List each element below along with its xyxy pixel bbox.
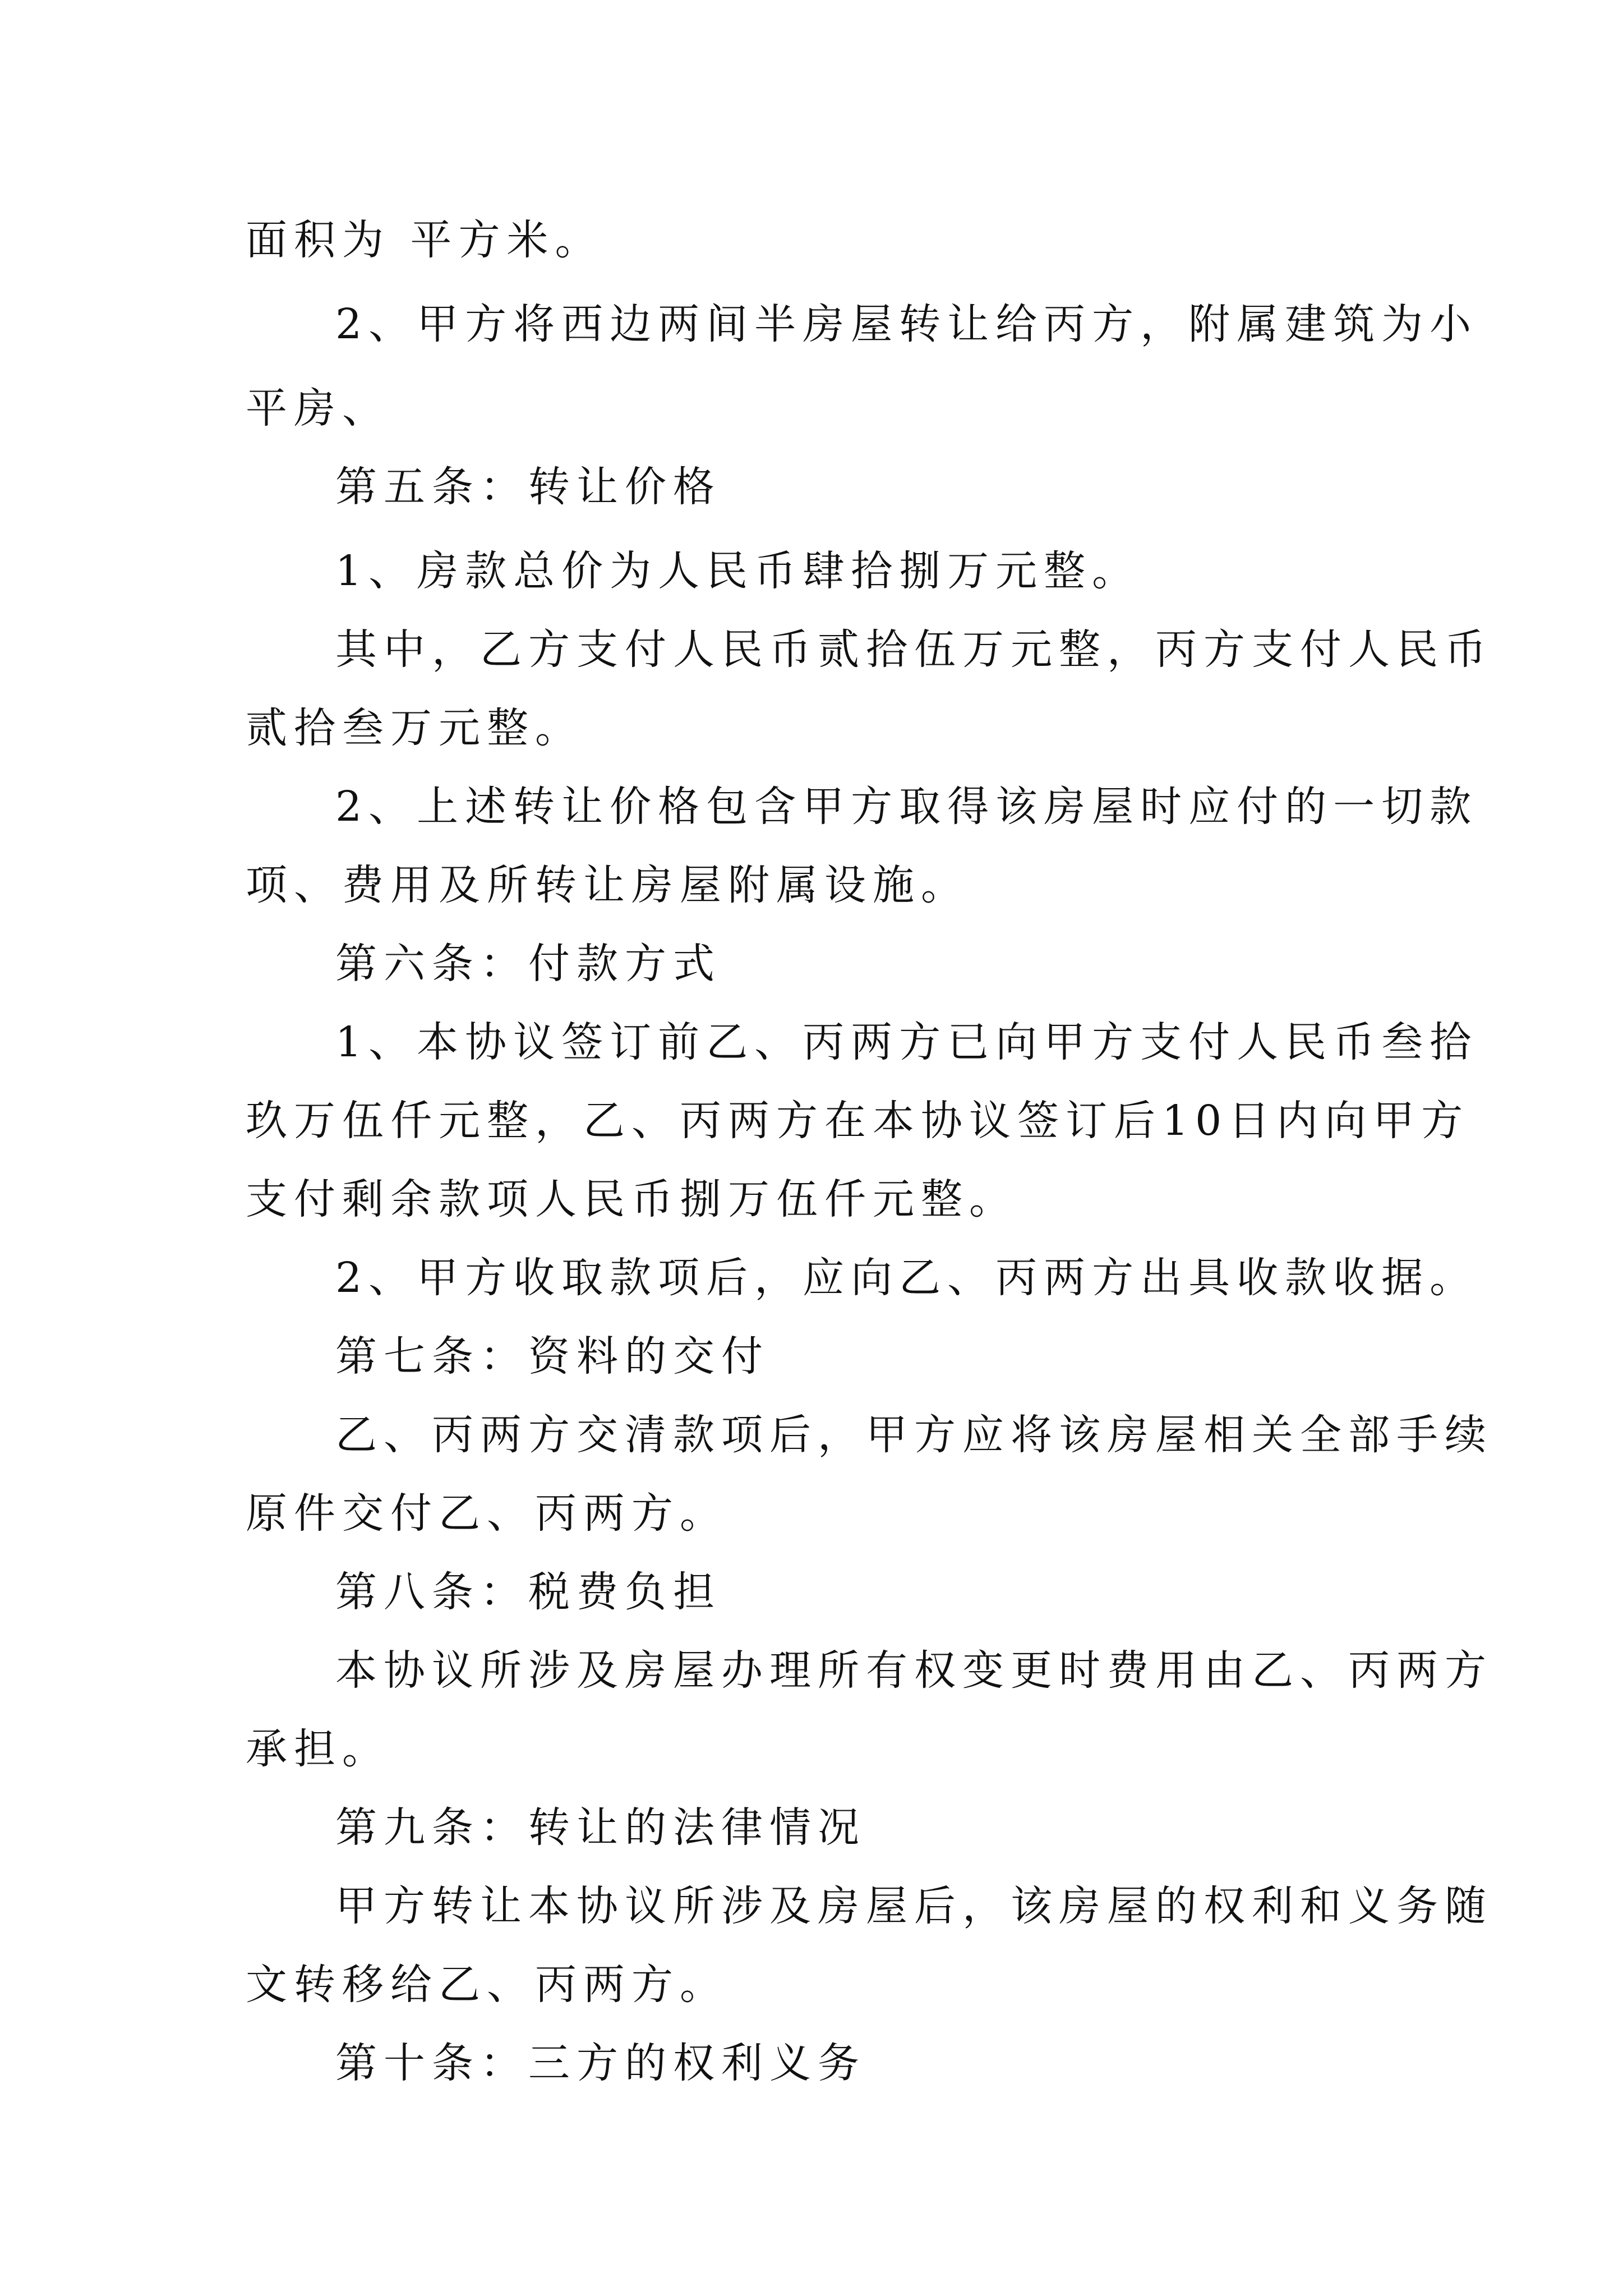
text-line: 承担。 [246, 1725, 390, 1773]
text-line: 2、甲方收取款项后，应向乙、丙两方出具收款收据。 [335, 1254, 1478, 1302]
text-line: 1、房款总价为人民币肆拾捌万元整。 [335, 547, 1141, 595]
section-heading: 第五条：转让价格 [335, 463, 721, 511]
text-line: 玖万伍仟元整，乙、丙两方在本协议签订后10日内向甲方 [246, 1097, 1470, 1145]
text-line: 贰拾叁万元整。 [246, 704, 583, 752]
section-heading: 第八条：税费负担 [335, 1568, 721, 1616]
text-line: 本协议所涉及房屋办理所有权变更时费用由乙、丙两方 [335, 1646, 1493, 1695]
text-line: 2、甲方将西边两间半房屋转让给丙方，附属建筑为小 [335, 300, 1478, 348]
text-line: 2、上述转让价格包含甲方取得该房屋时应付的一切款 [335, 783, 1478, 831]
section-heading: 第七条：资料的交付 [335, 1332, 769, 1381]
section-heading: 第九条：转让的法律情况 [335, 1803, 866, 1852]
text-line: 支付剩余款项人民币捌万伍仟元整。 [246, 1175, 1017, 1223]
section-heading: 第十条：三方的权利义务 [335, 2039, 866, 2087]
text-line: 面积为 平方米。 [246, 216, 603, 264]
section-heading: 第六条：付款方式 [335, 940, 721, 988]
text-line: 1、本协议签订前乙、丙两方已向甲方支付人民币叁拾 [335, 1018, 1478, 1066]
text-line: 文转移给乙、丙两方。 [246, 1961, 728, 2009]
text-line: 甲方转让本协议所涉及房屋后，该房屋的权利和义务随 [335, 1882, 1493, 1930]
text-line: 原件交付乙、丙两方。 [246, 1489, 728, 1538]
text-line: 项、费用及所转让房屋附属设施。 [246, 861, 969, 909]
text-line: 乙、丙两方交清款项后，甲方应将该房屋相关全部手续 [335, 1411, 1493, 1459]
text-line: 其中，乙方支付人民币贰拾伍万元整，丙方支付人民币 [335, 625, 1493, 674]
text-line: 平房、 [246, 384, 390, 432]
